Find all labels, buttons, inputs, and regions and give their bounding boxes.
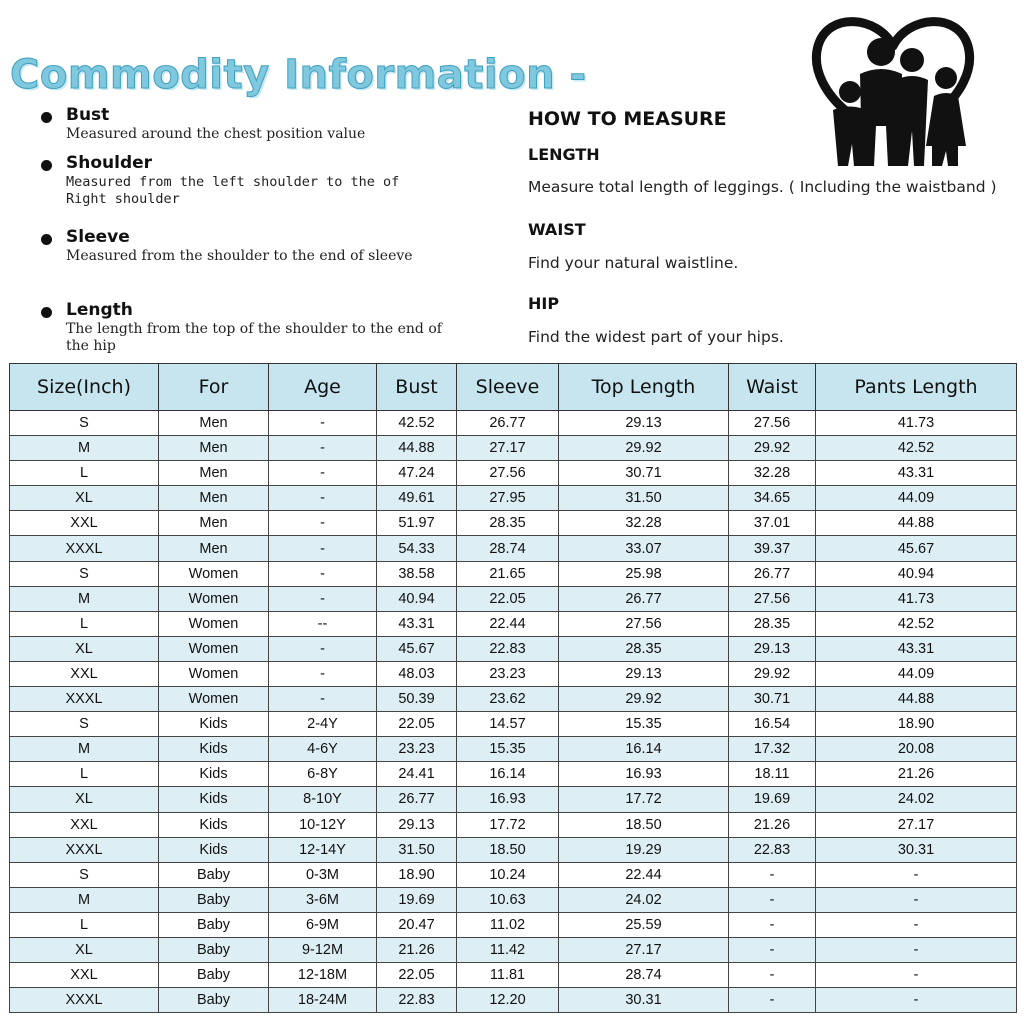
family-heart-icon — [808, 6, 978, 171]
table-cell: 22.05 — [457, 586, 559, 611]
table-cell: 43.31 — [377, 611, 457, 636]
table-row — [10, 636, 1017, 661]
table-cell: Baby — [159, 887, 269, 912]
table-row — [10, 511, 1017, 536]
table-body — [10, 411, 1017, 1013]
table-cell: 22.05 — [377, 963, 457, 988]
table-cell: 30.31 — [559, 988, 729, 1013]
table-cell: 3-6M — [269, 887, 377, 912]
definition-sleeve — [38, 226, 466, 265]
table-cell: Men — [159, 536, 269, 561]
table-cell: 29.92 — [729, 436, 816, 461]
table-cell: 11.42 — [457, 937, 559, 962]
table-cell: 17.72 — [559, 787, 729, 812]
table-cell: 26.77 — [377, 787, 457, 812]
definition-shoulder — [38, 152, 426, 208]
definition-head: Bust — [66, 105, 110, 125]
table-cell: 28.74 — [457, 536, 559, 561]
size-chart-table — [9, 363, 1017, 1013]
table-cell: 24.02 — [559, 887, 729, 912]
table-cell: M — [10, 887, 159, 912]
table-cell: Baby — [159, 963, 269, 988]
table-cell: 14.57 — [457, 712, 559, 737]
waist-text: Find your natural waistline. — [528, 254, 739, 272]
table-cell: 15.35 — [559, 712, 729, 737]
page-title: Commodity Information - — [10, 52, 587, 98]
table-cell: - — [269, 561, 377, 586]
table-cell: - — [729, 862, 816, 887]
table-cell: 26.77 — [559, 586, 729, 611]
table-cell: 28.35 — [559, 636, 729, 661]
table-cell: 25.98 — [559, 561, 729, 586]
table-cell: Men — [159, 486, 269, 511]
table-cell: 42.52 — [377, 411, 457, 436]
table-cell: 50.39 — [377, 687, 457, 712]
table-cell: Kids — [159, 812, 269, 837]
table-row — [10, 687, 1017, 712]
table-cell: 27.17 — [559, 937, 729, 962]
table-cell: 22.83 — [377, 988, 457, 1013]
table-row — [10, 561, 1017, 586]
table-row — [10, 988, 1017, 1013]
table-cell: S — [10, 411, 159, 436]
table-cell: Women — [159, 687, 269, 712]
hip-text: Find the widest part of your hips. — [528, 328, 784, 346]
table-cell: M — [10, 436, 159, 461]
table-cell: 45.67 — [377, 636, 457, 661]
definition-head: Length — [66, 300, 133, 320]
table-cell: 29.92 — [729, 661, 816, 686]
table-cell: 16.93 — [559, 762, 729, 787]
column-header: Bust — [377, 364, 457, 411]
table-cell: 42.52 — [816, 436, 1017, 461]
table-cell: 29.13 — [559, 661, 729, 686]
table-cell: 16.14 — [559, 737, 729, 762]
table-cell: - — [816, 988, 1017, 1013]
table-cell: S — [10, 862, 159, 887]
table-cell: - — [269, 536, 377, 561]
table-row — [10, 912, 1017, 937]
table-cell: 32.28 — [559, 511, 729, 536]
table-cell: 10.63 — [457, 887, 559, 912]
length-head: LENGTH — [528, 145, 600, 164]
table-row — [10, 486, 1017, 511]
table-cell: 24.02 — [816, 787, 1017, 812]
table-cell: XXL — [10, 812, 159, 837]
table-cell: 18.50 — [559, 812, 729, 837]
table-cell: XXL — [10, 963, 159, 988]
waist-head: WAIST — [528, 220, 586, 239]
table-cell: Women — [159, 586, 269, 611]
table-cell: 6-8Y — [269, 762, 377, 787]
table-cell: 17.72 — [457, 812, 559, 837]
table-row — [10, 661, 1017, 686]
table-cell: - — [729, 937, 816, 962]
table-row — [10, 586, 1017, 611]
table-cell: 23.23 — [377, 737, 457, 762]
table-cell: 31.50 — [377, 837, 457, 862]
column-header: Size(Inch) — [10, 364, 159, 411]
table-cell: - — [816, 912, 1017, 937]
table-cell: 28.35 — [457, 511, 559, 536]
table-cell: 30.71 — [729, 687, 816, 712]
table-cell: 24.41 — [377, 762, 457, 787]
table-cell: 42.52 — [816, 611, 1017, 636]
table-cell: 18.90 — [377, 862, 457, 887]
table-cell: 47.24 — [377, 461, 457, 486]
table-cell: 27.17 — [816, 812, 1017, 837]
table-cell: XL — [10, 787, 159, 812]
table-cell: 19.29 — [559, 837, 729, 862]
table-cell: 41.73 — [816, 586, 1017, 611]
definition-desc: Measured around the chest position value — [66, 126, 366, 142]
table-cell: 29.92 — [559, 436, 729, 461]
table-cell: - — [729, 988, 816, 1013]
table-cell: 27.56 — [457, 461, 559, 486]
table-cell: Kids — [159, 787, 269, 812]
table-cell: 16.93 — [457, 787, 559, 812]
table-cell: 29.13 — [377, 812, 457, 837]
table-row — [10, 837, 1017, 862]
table-cell: 17.32 — [729, 737, 816, 762]
table-cell: - — [269, 661, 377, 686]
table-cell: Men — [159, 461, 269, 486]
table-cell: 19.69 — [377, 887, 457, 912]
table-row — [10, 937, 1017, 962]
table-cell: 12-18M — [269, 963, 377, 988]
table-cell: 19.69 — [729, 787, 816, 812]
table-cell: 30.31 — [816, 837, 1017, 862]
table-cell: 6-9M — [269, 912, 377, 937]
hip-head: HIP — [528, 294, 560, 313]
table-cell: 18.11 — [729, 762, 816, 787]
column-header: Age — [269, 364, 377, 411]
table-cell: Women — [159, 661, 269, 686]
table-cell: XL — [10, 636, 159, 661]
table-cell: Men — [159, 511, 269, 536]
table-cell: 49.61 — [377, 486, 457, 511]
table-cell: 29.13 — [559, 411, 729, 436]
table-cell: 44.88 — [377, 436, 457, 461]
table-cell: XXXL — [10, 687, 159, 712]
definition-head: Shoulder — [66, 153, 153, 173]
table-cell: L — [10, 762, 159, 787]
table-cell: 21.26 — [377, 937, 457, 962]
table-cell: XXL — [10, 511, 159, 536]
table-cell: 40.94 — [816, 561, 1017, 586]
table-row — [10, 436, 1017, 461]
table-cell: 31.50 — [559, 486, 729, 511]
definition-length — [38, 299, 456, 355]
table-cell: 12.20 — [457, 988, 559, 1013]
table-cell: Kids — [159, 712, 269, 737]
table-cell: 2-4Y — [269, 712, 377, 737]
table-cell: - — [816, 862, 1017, 887]
bullet-icon — [41, 234, 52, 245]
table-cell: Kids — [159, 837, 269, 862]
table-cell: 26.77 — [457, 411, 559, 436]
table-cell: 26.77 — [729, 561, 816, 586]
table-cell: Kids — [159, 762, 269, 787]
table-row — [10, 812, 1017, 837]
table-cell: 10.24 — [457, 862, 559, 887]
table-cell: 34.65 — [729, 486, 816, 511]
table-cell: 28.35 — [729, 611, 816, 636]
bullet-icon — [41, 112, 52, 123]
definition-desc: Measured from the shoulder to the end of sleeve — [66, 248, 413, 264]
table-row — [10, 611, 1017, 636]
table-cell: 21.26 — [729, 812, 816, 837]
table-cell: - — [269, 411, 377, 436]
table-cell: 16.54 — [729, 712, 816, 737]
table-cell: 40.94 — [377, 586, 457, 611]
table-cell: - — [269, 461, 377, 486]
table-cell: 15.35 — [457, 737, 559, 762]
table-cell: 33.07 — [559, 536, 729, 561]
table-row — [10, 963, 1017, 988]
table-row — [10, 411, 1017, 436]
table-row — [10, 762, 1017, 787]
table-cell: 9-12M — [269, 937, 377, 962]
column-header: Waist — [729, 364, 816, 411]
table-cell: S — [10, 712, 159, 737]
table-cell: 21.26 — [816, 762, 1017, 787]
bullet-icon — [41, 160, 52, 171]
table-cell: Women — [159, 636, 269, 661]
table-cell: - — [816, 887, 1017, 912]
table-cell: 22.83 — [457, 636, 559, 661]
table-cell: 43.31 — [816, 636, 1017, 661]
table-row — [10, 887, 1017, 912]
table-cell: XL — [10, 486, 159, 511]
table-cell: - — [269, 636, 377, 661]
table-cell: Women — [159, 561, 269, 586]
table-cell: - — [816, 963, 1017, 988]
how-to-measure-title: HOW TO MEASURE — [528, 108, 727, 130]
table-cell: 20.47 — [377, 912, 457, 937]
table-cell: L — [10, 611, 159, 636]
table-cell: Men — [159, 436, 269, 461]
table-cell: 44.88 — [816, 511, 1017, 536]
table-cell: 18.90 — [816, 712, 1017, 737]
table-cell: 25.59 — [559, 912, 729, 937]
table-cell: 51.97 — [377, 511, 457, 536]
table-cell: - — [729, 963, 816, 988]
table-cell: - — [816, 937, 1017, 962]
table-row — [10, 461, 1017, 486]
table-cell: 44.88 — [816, 687, 1017, 712]
definition-desc: The length from the top of the shoulder to the end of the hip — [66, 321, 442, 354]
table-cell: 32.28 — [729, 461, 816, 486]
table-cell: 10-12Y — [269, 812, 377, 837]
table-cell: - — [729, 887, 816, 912]
table-cell: 27.56 — [729, 411, 816, 436]
table-cell: 0-3M — [269, 862, 377, 887]
table-cell: Baby — [159, 862, 269, 887]
table-cell: - — [269, 486, 377, 511]
table-cell: Baby — [159, 988, 269, 1013]
table-cell: 12-14Y — [269, 837, 377, 862]
table-cell: 4-6Y — [269, 737, 377, 762]
table-cell: XXL — [10, 661, 159, 686]
table-cell: - — [269, 687, 377, 712]
table-cell: 43.31 — [816, 461, 1017, 486]
table-cell: 18.50 — [457, 837, 559, 862]
table-cell: XXXL — [10, 536, 159, 561]
table-cell: Baby — [159, 912, 269, 937]
table-cell: 22.44 — [457, 611, 559, 636]
table-row — [10, 862, 1017, 887]
definition-head: Sleeve — [66, 227, 130, 247]
table-cell: Men — [159, 411, 269, 436]
table-cell: 23.23 — [457, 661, 559, 686]
table-cell: 28.74 — [559, 963, 729, 988]
table-cell: 27.17 — [457, 436, 559, 461]
table-cell: XXXL — [10, 837, 159, 862]
table-cell: 22.05 — [377, 712, 457, 737]
table-row — [10, 536, 1017, 561]
table-cell: 22.44 — [559, 862, 729, 887]
table-cell: 44.09 — [816, 661, 1017, 686]
table-cell: 29.92 — [559, 687, 729, 712]
table-cell: 30.71 — [559, 461, 729, 486]
table-cell: 16.14 — [457, 762, 559, 787]
table-cell: 37.01 — [729, 511, 816, 536]
table-row — [10, 712, 1017, 737]
table-cell: 44.09 — [816, 486, 1017, 511]
bullet-icon — [41, 307, 52, 318]
table-cell: 23.62 — [457, 687, 559, 712]
table-cell: 54.33 — [377, 536, 457, 561]
table-cell: 41.73 — [816, 411, 1017, 436]
table-cell: 11.81 — [457, 963, 559, 988]
definition-desc: Measured from the left shoulder to the of Right shoulder — [66, 174, 400, 207]
table-cell: XL — [10, 937, 159, 962]
table-cell: 21.65 — [457, 561, 559, 586]
table-cell: M — [10, 737, 159, 762]
table-cell: 48.03 — [377, 661, 457, 686]
table-cell: S — [10, 561, 159, 586]
table-cell: - — [269, 586, 377, 611]
column-header: Pants Length — [816, 364, 1017, 411]
definition-bust — [38, 104, 365, 143]
table-row — [10, 787, 1017, 812]
table-cell: 27.56 — [729, 586, 816, 611]
table-cell: 39.37 — [729, 536, 816, 561]
table-cell: Women — [159, 611, 269, 636]
table-cell: - — [269, 511, 377, 536]
column-header: For — [159, 364, 269, 411]
table-cell: - — [729, 912, 816, 937]
table-cell: L — [10, 461, 159, 486]
table-cell: M — [10, 586, 159, 611]
column-header: Top Length — [559, 364, 729, 411]
table-cell: L — [10, 912, 159, 937]
table-row — [10, 737, 1017, 762]
table-cell: 18-24M — [269, 988, 377, 1013]
table-cell: - — [269, 436, 377, 461]
table-header-row — [10, 364, 1017, 411]
table-cell: 11.02 — [457, 912, 559, 937]
table-cell: Baby — [159, 937, 269, 962]
table-cell: 8-10Y — [269, 787, 377, 812]
length-text: Measure total length of leggings. ( Including the waistband ) — [528, 178, 997, 196]
table-cell: 38.58 — [377, 561, 457, 586]
table-cell: 27.56 — [559, 611, 729, 636]
table-cell: 22.83 — [729, 837, 816, 862]
table-cell: 27.95 — [457, 486, 559, 511]
table-cell: Kids — [159, 737, 269, 762]
table-cell: 45.67 — [816, 536, 1017, 561]
table-cell: 20.08 — [816, 737, 1017, 762]
table-cell: -- — [269, 611, 377, 636]
table-cell: XXXL — [10, 988, 159, 1013]
column-header: Sleeve — [457, 364, 559, 411]
table-cell: 29.13 — [729, 636, 816, 661]
